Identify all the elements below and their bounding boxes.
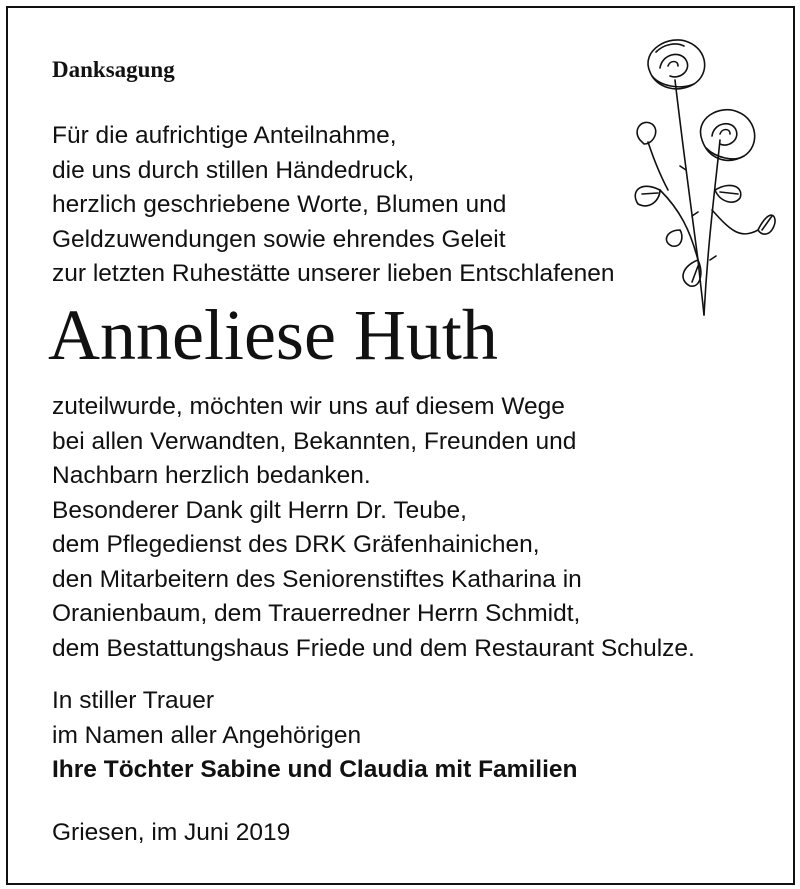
roses-illustration-icon [620,30,780,330]
closing-line: In stiller Trauer [52,687,215,714]
thanks-text [52,390,695,666]
thanks-line: Oranienbaum, dem Trauerredner Herrn Schmidt, [52,600,581,627]
thanks-line: dem Pflegedienst des DRK Gräfenhainichen, [52,531,540,558]
place-date: Griesen, im Juni 2019 [52,819,291,846]
intro-text [52,119,614,292]
obituary-card [6,6,795,885]
deceased-name: Anneliese Huth [48,295,498,375]
intro-line: Für die aufrichtige Anteilnahme, [52,122,397,149]
thanks-line: zuteilwurde, möchten wir uns auf diesem Wege [52,393,565,420]
thanks-line: den Mitarbeitern des Seniorenstiftes Katharina in [52,565,582,593]
closing-line: im Namen aller Angehörigen [52,721,362,749]
heading: Danksagung [52,57,175,82]
intro-line: zur letzten Ruhestätte unserer lieben Entschlafenen [52,260,615,287]
thanks-line: dem Bestattungshaus Friede und dem Restaurant Schulze. [52,634,695,662]
thanks-line: Besonderer Dank gilt Herrn Dr. Teube, [52,496,467,524]
closing-block [52,684,577,788]
thanks-line: Nachbarn herzlich bedanken. [52,462,371,489]
intro-line: herzlich geschriebene Worte, Blumen und [52,191,507,218]
intro-line: Geldzuwendungen sowie ehrendes Geleit [52,225,506,253]
intro-line: die uns durch stillen Händedruck, [52,156,415,184]
signature: Ihre Töchter Sabine und Claudia mit Familien [52,756,578,783]
thanks-line: bei allen Verwandten, Bekannten, Freunden und [52,427,577,455]
